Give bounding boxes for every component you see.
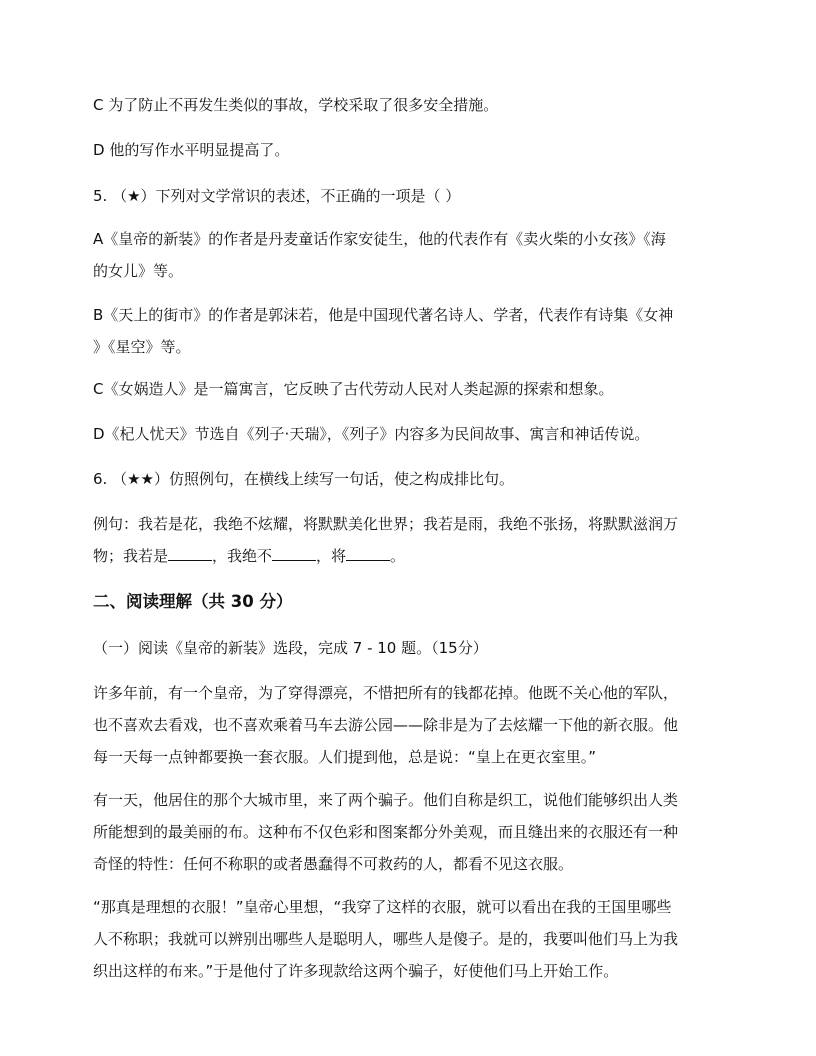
paragraph-2-line1: 有一天，他居住的那个大城市里，来了两个骗子。他们自称是织工，说他们能够织出人类	[93, 791, 679, 809]
paragraph-3-line1: “那真是理想的衣服！”皇帝心里想，“我穿了这样的衣服，就可以看出在我的王国里哪些	[93, 898, 672, 916]
q5-option-a-line1: A《皇帝的新装》的作者是丹麦童话作家安徒生，他的代表作有《卖火柴的小女孩》《海	[93, 230, 666, 248]
paragraph-3-line2: 人不称职；我就可以辨别出哪些人是聪明人，哪些人是傻子。是的，我要叫他们马上为我	[93, 930, 679, 948]
paragraph-1-line3: 每一天每一点钟都要换一套衣服。人们提到他，总是说：“皇上在更衣室里。”	[93, 748, 597, 766]
answer-blank-3[interactable]	[346, 545, 390, 561]
answer-blank-2[interactable]	[272, 545, 316, 561]
paragraph-2-line2: 所能想到的最美丽的布。这种布不仅色彩和图案都分外美观，而且缝出来的衣服还有一种	[93, 823, 679, 841]
paragraph-1-line2: 也不喜欢去看戏，也不喜欢乘着马车去游公园——除非是为了去炫耀一下他的新衣服。他	[93, 716, 679, 734]
paragraph-2-line3: 奇怪的特性：任何不称职的或者愚蠢得不可救药的人，都看不见这衣服。	[93, 855, 574, 873]
q5-option-b-line2: 》《星空》等。	[93, 338, 191, 356]
question-6-prompt: 6. （★★）仿照例句，在横线上续写一句话，使之构成排比句。	[93, 470, 514, 488]
option-c: C 为了防止不再发生类似的事故，学校采取了很多安全措施。	[93, 96, 499, 114]
q5-option-a-line2: 的女儿》等。	[93, 262, 184, 280]
answer-blank-1[interactable]	[168, 545, 212, 561]
section-2-subheading: （一）阅读《皇帝的新装》选段，完成 7 - 10 题。（15分）	[93, 639, 488, 657]
q6-text-c: ，将	[316, 547, 347, 565]
q6-text-d: 。	[390, 547, 406, 565]
q6-example-line2	[93, 540, 756, 572]
option-d: D 他的写作水平明显提高了。	[93, 141, 290, 159]
paragraph-1-line1: 许多年前，有一个皇帝，为了穿得漂亮，不惜把所有的钱都花掉。他既不关心他的军队，	[93, 684, 679, 702]
q6-text-a: 物；我若是	[93, 547, 169, 565]
q6-example-line1: 例句：我若是花，我绝不炫耀，将默默美化世界；我若是雨，我绝不张扬，将默默滋润万	[93, 515, 679, 533]
question-5-prompt: 5. （★）下列对文学常识的表述，不正确的一项是（ ）	[93, 187, 461, 205]
section-2-heading: 二、阅读理解（共 30 分）	[93, 592, 293, 611]
q6-text-b: ，我绝不	[212, 547, 273, 565]
q5-option-d: D《杞人忧天》节选自《列子·天瑞》，《列子》内容多为民间故事、寓言和神话传说。	[93, 425, 650, 443]
q5-option-b-line1: B《天上的街市》的作者是郭沫若，他是中国现代著名诗人、学者，代表作有诗集《女神	[93, 306, 674, 324]
q5-option-c: C《女娲造人》是一篇寓言，它反映了古代劳动人民对人类起源的探索和想象。	[93, 380, 614, 398]
paragraph-3-line3: 织出这样的布来。”于是他付了许多现款给这两个骗子，好使他们马上开始工作。	[93, 962, 619, 980]
